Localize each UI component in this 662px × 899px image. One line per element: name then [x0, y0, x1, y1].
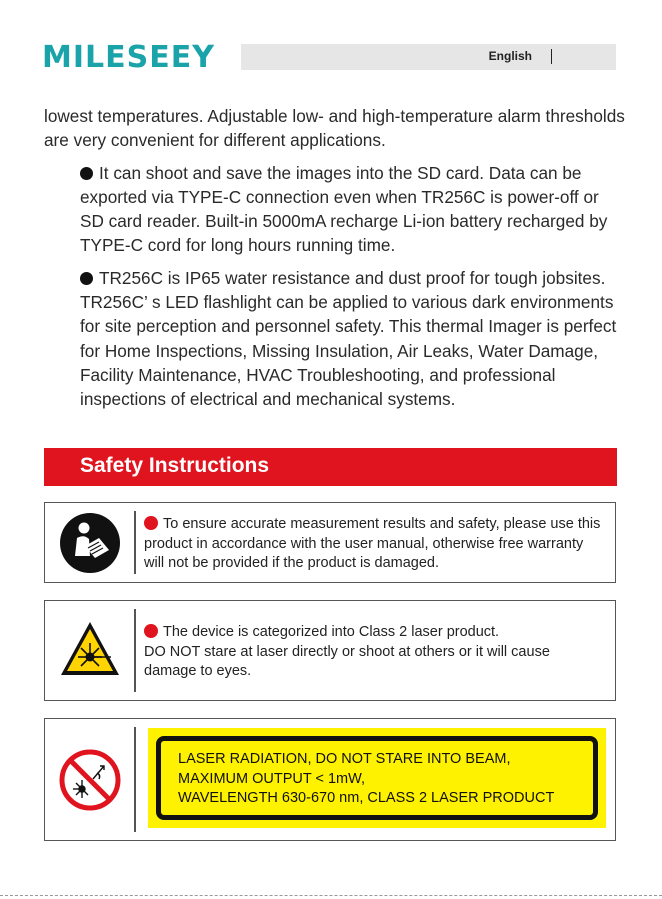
bullet-icon — [80, 272, 93, 285]
paragraph-2-text: It can shoot and save the images into the SD card. Data can be exported via TYPE-C connection even when TR256C is power-off or SD card reader. Built-in 5000mA recharge Li-ion battery recharged by TYPE-C cord for long hours running time. — [80, 162, 608, 256]
laser-warning-label-frame — [156, 736, 598, 820]
safety-message-line2: DO NOT stare at laser directly or shoot at others or it will cause damage to eyes. — [144, 643, 550, 679]
language-label: English — [488, 49, 532, 63]
safety-message — [144, 623, 605, 682]
read-manual-icon — [59, 512, 121, 574]
paragraph-1: lowest temperatures. Adjustable low- and high-temperature alarm thresholds are very convenient for different applications. — [44, 106, 625, 151]
label-line: MAXIMUM OUTPUT < 1mW, — [178, 770, 366, 787]
language-bar — [241, 44, 616, 70]
laser-warning-label — [148, 728, 606, 828]
box-divider — [134, 609, 136, 692]
bullet-icon — [80, 167, 93, 180]
box-divider — [134, 727, 136, 832]
paragraph-3-text: TR256C is IP65 water resistance and dust proof for tough jobsites. TR256C’ s LED flashlight can be applied to various dark environments for site perception and personnel safety. This thermal Imager is perfect for Home Inspections, Missing Insulation, Air Leaks, Water Damage, Facility Maintenance, HVAC Troubleshooting, and professional inspections of electrical and mechanical systems. — [80, 267, 617, 410]
brand-logo: MILESEEY — [42, 40, 215, 75]
section-header — [44, 448, 617, 486]
red-bullet-icon — [144, 624, 158, 638]
page-bottom-rule — [0, 895, 662, 896]
red-bullet-icon — [144, 516, 158, 530]
safety-item-laser-class — [44, 600, 616, 701]
no-laser-icon — [59, 749, 121, 811]
language-separator — [551, 49, 552, 64]
label-line: WAVELENGTH 630-670 nm, CLASS 2 LASER PRODUCT — [178, 790, 555, 806]
paragraph-2 — [44, 161, 626, 258]
safety-message-line1 — [144, 623, 605, 643]
laser-warning-icon — [59, 619, 121, 681]
body-text — [44, 104, 626, 420]
safety-message-text: To ensure accurate measurement results and safety, please use this product in accordance with the user manual, otherwise free warranty will not be provided if the product is damaged. — [144, 516, 601, 571]
safety-message — [144, 515, 605, 574]
label-line: LASER RADIATION, DO NOT STARE INTO BEAM, — [178, 751, 511, 767]
box-divider — [134, 511, 136, 574]
section-title: Safety Instructions — [80, 454, 270, 477]
safety-item-manual — [44, 502, 616, 583]
safety-item-laser-label — [44, 718, 616, 841]
safety-message-line1-text: The device is categorized into Class 2 laser product. — [163, 624, 500, 640]
paragraph-3 — [44, 266, 626, 412]
